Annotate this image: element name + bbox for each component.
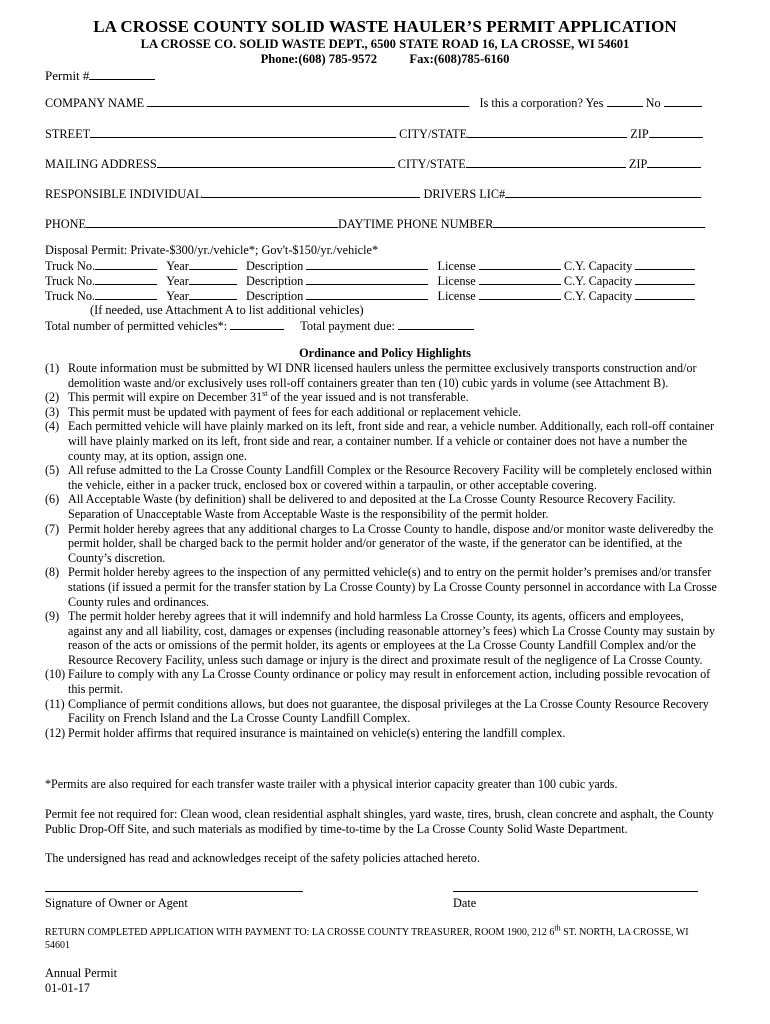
phone-row: [45, 216, 705, 231]
street-row: [45, 126, 703, 141]
no-label: No: [645, 96, 661, 110]
fee-exempt-note: Permit fee not required for: Clean wood, clean residential asphalt shingles, yard waste, tires, brush, clean concrete and asphalt, the County Public Drop-Off Site, and such materials as modified by time-to-time by the La Crosse County Solid Waste Department.: [45, 807, 714, 836]
capacity-field[interactable]: [635, 273, 695, 285]
item-number: (7): [45, 521, 60, 536]
responsible-individual-label: RESPONSIBLE INDIVIDUAL: [45, 187, 203, 201]
truck-row: [45, 273, 695, 288]
description-label: Description: [245, 274, 304, 288]
year-field[interactable]: [189, 258, 237, 270]
company-row: [45, 95, 702, 110]
truck-number-field[interactable]: [95, 258, 157, 270]
description-label: Description: [245, 289, 304, 303]
capacity-field[interactable]: [635, 288, 695, 300]
ordinance-item: [45, 565, 717, 609]
return-zip: 54601: [45, 940, 70, 951]
attachment-note: (If needed, use Attachment A to list additional vehicles): [90, 303, 364, 317]
ordinance-heading: Ordinance and Policy Highlights: [299, 346, 471, 360]
mailing-city-state-field[interactable]: [466, 156, 626, 168]
capacity-label: C.Y. Capacity: [563, 289, 633, 303]
mailing-address-label: MAILING ADDRESS: [45, 157, 157, 171]
description-field[interactable]: [306, 288, 428, 300]
item-number: (8): [45, 565, 60, 580]
mailing-zip-field[interactable]: [647, 156, 701, 168]
item-text: Each permitted vehicle will have plainly marked on its left, front side and rear, a vehicle number. Additionally, each roll-off container will have plainly marked on its left, front side and rear, a container number. If a vehicle or container does not have a number the county may, at its option, assign one.: [68, 419, 714, 463]
license-field[interactable]: [479, 288, 561, 300]
item-number: (5): [45, 463, 60, 478]
corporation-question: Is this a corporation?: [479, 96, 583, 110]
street-field[interactable]: [90, 126, 396, 138]
mailing-city-state-label: CITY/STATE: [397, 157, 466, 171]
department-address: LA CROSSE CO. SOLID WASTE DEPT., 6500 STATE ROAD 16, LA CROSSE, WI 54601: [140, 37, 630, 51]
item-text: All Acceptable Waste (by definition) shall be delivered to and deposited at the La Crosse County Resource Recovery Facility. Separation of Unacceptable Waste from Acceptable Waste is the responsibility of the permit holder.: [68, 492, 676, 521]
item-number: (3): [45, 404, 60, 419]
truck-number-field[interactable]: [95, 273, 157, 285]
truck-row: [45, 288, 695, 303]
license-label: License: [437, 274, 476, 288]
return-text-continued: ST. NORTH, LA CROSSE, WI: [560, 927, 689, 938]
truck-number-label: Truck No.: [45, 259, 96, 273]
ordinal-suffix: th: [554, 923, 561, 933]
ordinance-item: [45, 726, 717, 741]
mailing-row: [45, 156, 701, 171]
item-number: (9): [45, 609, 60, 624]
description-label: Description: [245, 259, 304, 273]
ordinance-item: [45, 492, 717, 521]
item-text: Route information must be submitted by WI DNR licensed haulers unless the permittee exclusively transports construction and/or demolition waste and/or exclusively uses roll-off containers greater than ten (10) cubic yards in volume (see Attachment B).: [68, 361, 697, 390]
daytime-phone-field[interactable]: [493, 216, 705, 228]
city-state-field[interactable]: [467, 126, 627, 138]
item-text: Failure to comply with any La Crosse County ordinance or policy may result in enforcement action, including possible revocation of this permit.: [68, 667, 711, 697]
date-field[interactable]: [453, 891, 698, 892]
capacity-label: C.Y. Capacity: [563, 274, 633, 288]
daytime-phone-label: DAYTIME PHONE NUMBER: [338, 217, 494, 231]
description-field[interactable]: [306, 258, 428, 270]
ordinance-item: [45, 463, 717, 492]
drivers-license-label: DRIVERS LIC#: [423, 187, 506, 201]
return-instructions: [45, 923, 689, 940]
year-label: Year: [166, 259, 189, 273]
page-title: LA CROSSE COUNTY SOLID WASTE HAULER’S PERMIT APPLICATION: [93, 17, 677, 36]
mailing-address-field[interactable]: [157, 156, 395, 168]
responsible-individual-field[interactable]: [202, 186, 420, 198]
ordinance-item: [45, 419, 717, 463]
license-label: License: [437, 289, 476, 303]
responsible-row: [45, 186, 701, 201]
item-number: (1): [45, 361, 60, 375]
ordinance-item: [45, 522, 717, 566]
item-text-continued: of the year issued and is not transferable.: [267, 390, 469, 405]
permit-number-label: Permit #: [45, 68, 90, 83]
description-field[interactable]: [306, 273, 428, 285]
zip-label: ZIP: [630, 127, 649, 141]
phone-number: Phone:(608) 785-9572: [260, 52, 378, 66]
acknowledgement-note: The undersigned has read and acknowledges receipt of the safety policies attached hereto.: [45, 851, 480, 865]
ordinance-item: [45, 609, 717, 667]
year-label: Year: [166, 274, 189, 288]
company-name-field[interactable]: [147, 95, 469, 107]
total-vehicles-label: Total number of permitted vehicles*:: [45, 319, 228, 333]
totals-row: [45, 318, 474, 333]
fax-number: Fax:(608)785-6160: [409, 52, 510, 66]
ordinance-item: [45, 697, 717, 726]
drivers-license-field[interactable]: [505, 186, 701, 198]
total-payment-label: Total payment due:: [300, 319, 395, 333]
ordinance-item: [45, 390, 717, 405]
item-text: This permit will expire on December 31: [68, 390, 263, 405]
ordinance-list: [45, 361, 717, 740]
form-date-code: 01-01-17: [45, 981, 91, 995]
year-label: Year: [166, 289, 189, 303]
capacity-label: C.Y. Capacity: [563, 259, 633, 273]
signature-label: Signature of Owner or Agent: [45, 896, 188, 910]
truck-row: [45, 258, 695, 273]
permit-number-field[interactable]: [89, 68, 155, 80]
item-number: (4): [45, 419, 60, 434]
license-field[interactable]: [479, 273, 561, 285]
item-number: (12): [45, 725, 66, 740]
item-text: Permit holder hereby agrees to the inspection of any permitted vehicle(s) and to entry on the permit holder’s premises and/or transfer stations (if issued a permit for the transfer station by La Crosse County) by La Crosse County personnel in accordance with La Crosse County rules and ordinances.: [68, 565, 717, 609]
zip-field[interactable]: [649, 126, 703, 138]
truck-number-label: Truck No.: [45, 274, 96, 288]
item-text: All refuse admitted to the La Crosse County Landfill Complex or the Resource Recovery Facility will be completely enclosed within the vehicle, either in a packer truck, enclosed box or covered within a tarpaulin, or other acceptable covering.: [68, 463, 712, 492]
truck-number-field[interactable]: [95, 288, 157, 300]
signature-field[interactable]: [45, 891, 303, 892]
trailer-note: *Permits are also required for each transfer waste trailer with a physical interior capacity greater than 100 cubic yards.: [45, 777, 618, 791]
truck-number-label: Truck No.: [45, 289, 96, 303]
contact-line: [0, 52, 770, 67]
yes-field[interactable]: [607, 95, 643, 107]
company-name-label: COMPANY NAME: [45, 96, 145, 110]
phone-label: PHONE: [45, 217, 86, 231]
ordinance-item: [45, 361, 717, 390]
ordinance-item: [45, 405, 717, 420]
street-label: STREET: [45, 127, 91, 141]
license-label: License: [437, 259, 476, 273]
item-number: (6): [45, 492, 60, 507]
item-number: (2): [45, 390, 60, 405]
date-label: Date: [453, 896, 477, 910]
no-field[interactable]: [664, 95, 702, 107]
year-field[interactable]: [189, 288, 237, 300]
item-number: (10): [45, 667, 66, 682]
total-vehicles-field[interactable]: [230, 318, 284, 330]
yes-label: Yes: [585, 96, 604, 110]
item-number: (11): [45, 696, 65, 711]
mailing-zip-label: ZIP: [628, 157, 648, 171]
item-text: The permit holder hereby agrees that it will indemnify and hold harmless La Crosse County, its agents, officers and employees, against any and all liability, cost, damages or expenses (including reasonable attorney’s fees) which La Crosse County may sustain by reason of the acts or omissions of the permit holder, its agents or employees at the La Crosse County Landfill Complex and/or the Resource Recovery Facility, unless such damage or injury is the direct and proximate result of the negligence of La Crosse County.: [68, 609, 716, 667]
item-text: Permit holder hereby agrees that any additional charges to La Crosse County to handle, dispose and/or monitor waste deliveredby the permit holder, shall be charged back to the permit holder and/or generator of the waste, if the generator can be identified, at the County’s discretion.: [68, 521, 714, 565]
total-payment-field[interactable]: [398, 318, 474, 330]
return-text: RETURN COMPLETED APPLICATION WITH PAYMENT TO: LA CROSSE COUNTY TREASURER, ROOM 1900, 212 6: [45, 927, 555, 938]
item-text: Compliance of permit conditions allows, but does not guarantee, the disposal privileges at the La Crosse County Resource Recovery Facility on French Island and the La Crosse County Landfill Complex.: [68, 696, 709, 726]
city-state-label: CITY/STATE: [399, 127, 468, 141]
ordinal-suffix: st: [262, 389, 268, 399]
item-text: This permit must be updated with payment of fees for each additional or replacement vehicle.: [68, 404, 522, 419]
item-text: Permit holder affirms that required insurance is maintained on vehicle(s) entering the landfill complex.: [68, 725, 566, 740]
year-field[interactable]: [189, 273, 237, 285]
disposal-permit-heading: Disposal Permit: Private-$300/yr./vehicle*; Gov't-$150/yr./vehicle*: [45, 243, 379, 257]
permit-number-row: [45, 68, 155, 83]
license-field[interactable]: [479, 258, 561, 270]
ordinance-item: [45, 667, 717, 696]
annual-permit-label: Annual Permit: [45, 966, 118, 980]
capacity-field[interactable]: [635, 258, 695, 270]
phone-field[interactable]: [86, 216, 338, 228]
